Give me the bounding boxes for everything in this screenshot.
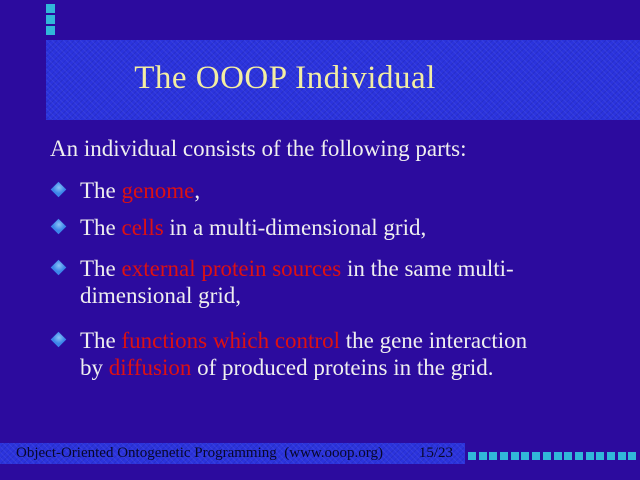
text-segment: diffusion — [108, 355, 192, 380]
diamond-bullet-icon — [51, 182, 67, 198]
text-segment: of produced proteins in the grid. — [191, 355, 494, 380]
bullet-text-line — [80, 282, 514, 309]
decor-square-icon — [618, 452, 626, 460]
text-segment: cells — [121, 215, 164, 240]
decor-square-icon — [564, 452, 572, 460]
bottom-right-dots — [468, 452, 636, 460]
bullet-text-line — [80, 177, 200, 204]
bullet-text — [80, 255, 514, 309]
text-segment: The — [80, 328, 122, 353]
decor-square-icon — [596, 452, 604, 460]
intro-text: An individual consists of the following parts: — [50, 136, 467, 161]
bullet-text — [80, 214, 426, 241]
decor-square-icon — [586, 452, 594, 460]
bullet-text-line — [80, 327, 527, 354]
bullet-text-line — [80, 255, 514, 282]
decor-square-icon — [575, 452, 583, 460]
bullet-item — [46, 255, 514, 309]
decor-square-icon — [543, 452, 551, 460]
diamond-bullet-icon — [51, 332, 67, 348]
decor-square-icon — [500, 452, 508, 460]
bullet-item — [46, 177, 200, 204]
footer-bar — [0, 443, 465, 464]
text-segment: functions which control — [121, 328, 340, 353]
diamond-bullet-icon — [51, 260, 67, 276]
bullet-text-line — [80, 354, 527, 381]
bullet-text — [80, 177, 200, 204]
diamond-bullet-icon — [51, 219, 67, 235]
text-segment: The — [80, 215, 122, 240]
text-segment: by — [80, 355, 109, 380]
decor-square-icon — [511, 452, 519, 460]
decor-square-icon — [554, 452, 562, 460]
decor-square-icon — [46, 26, 55, 35]
decor-square-icon — [46, 4, 55, 13]
title-banner — [46, 40, 640, 120]
page-number: 15/23 — [418, 445, 453, 461]
text-segment: dimensional grid, — [80, 283, 241, 308]
footer-text: Object-Oriented Ontogenetic Programming (www.ooop.org) — [16, 445, 383, 461]
text-segment: The — [80, 178, 122, 203]
text-segment: , — [194, 178, 201, 203]
decor-square-icon — [468, 452, 476, 460]
decor-square-icon — [521, 452, 529, 460]
bullet-text-line — [80, 214, 426, 241]
decor-square-icon — [489, 452, 497, 460]
decor-square-icon — [607, 452, 615, 460]
bullet-item — [46, 214, 426, 241]
text-segment: in the same multi- — [341, 256, 514, 281]
text-segment: in a multi-dimensional grid, — [163, 215, 427, 240]
decor-square-icon — [479, 452, 487, 460]
text-segment: The — [80, 256, 122, 281]
text-segment: the gene interaction — [339, 328, 528, 353]
text-segment: genome — [121, 178, 195, 203]
top-left-dots — [46, 4, 55, 35]
text-segment: external protein sources — [121, 256, 342, 281]
decor-square-icon — [628, 452, 636, 460]
bullet-item — [46, 327, 527, 381]
slide-title: The OOOP Individual — [134, 59, 436, 96]
decor-square-icon — [532, 452, 540, 460]
decor-square-icon — [46, 15, 55, 24]
bullet-text — [80, 327, 527, 381]
